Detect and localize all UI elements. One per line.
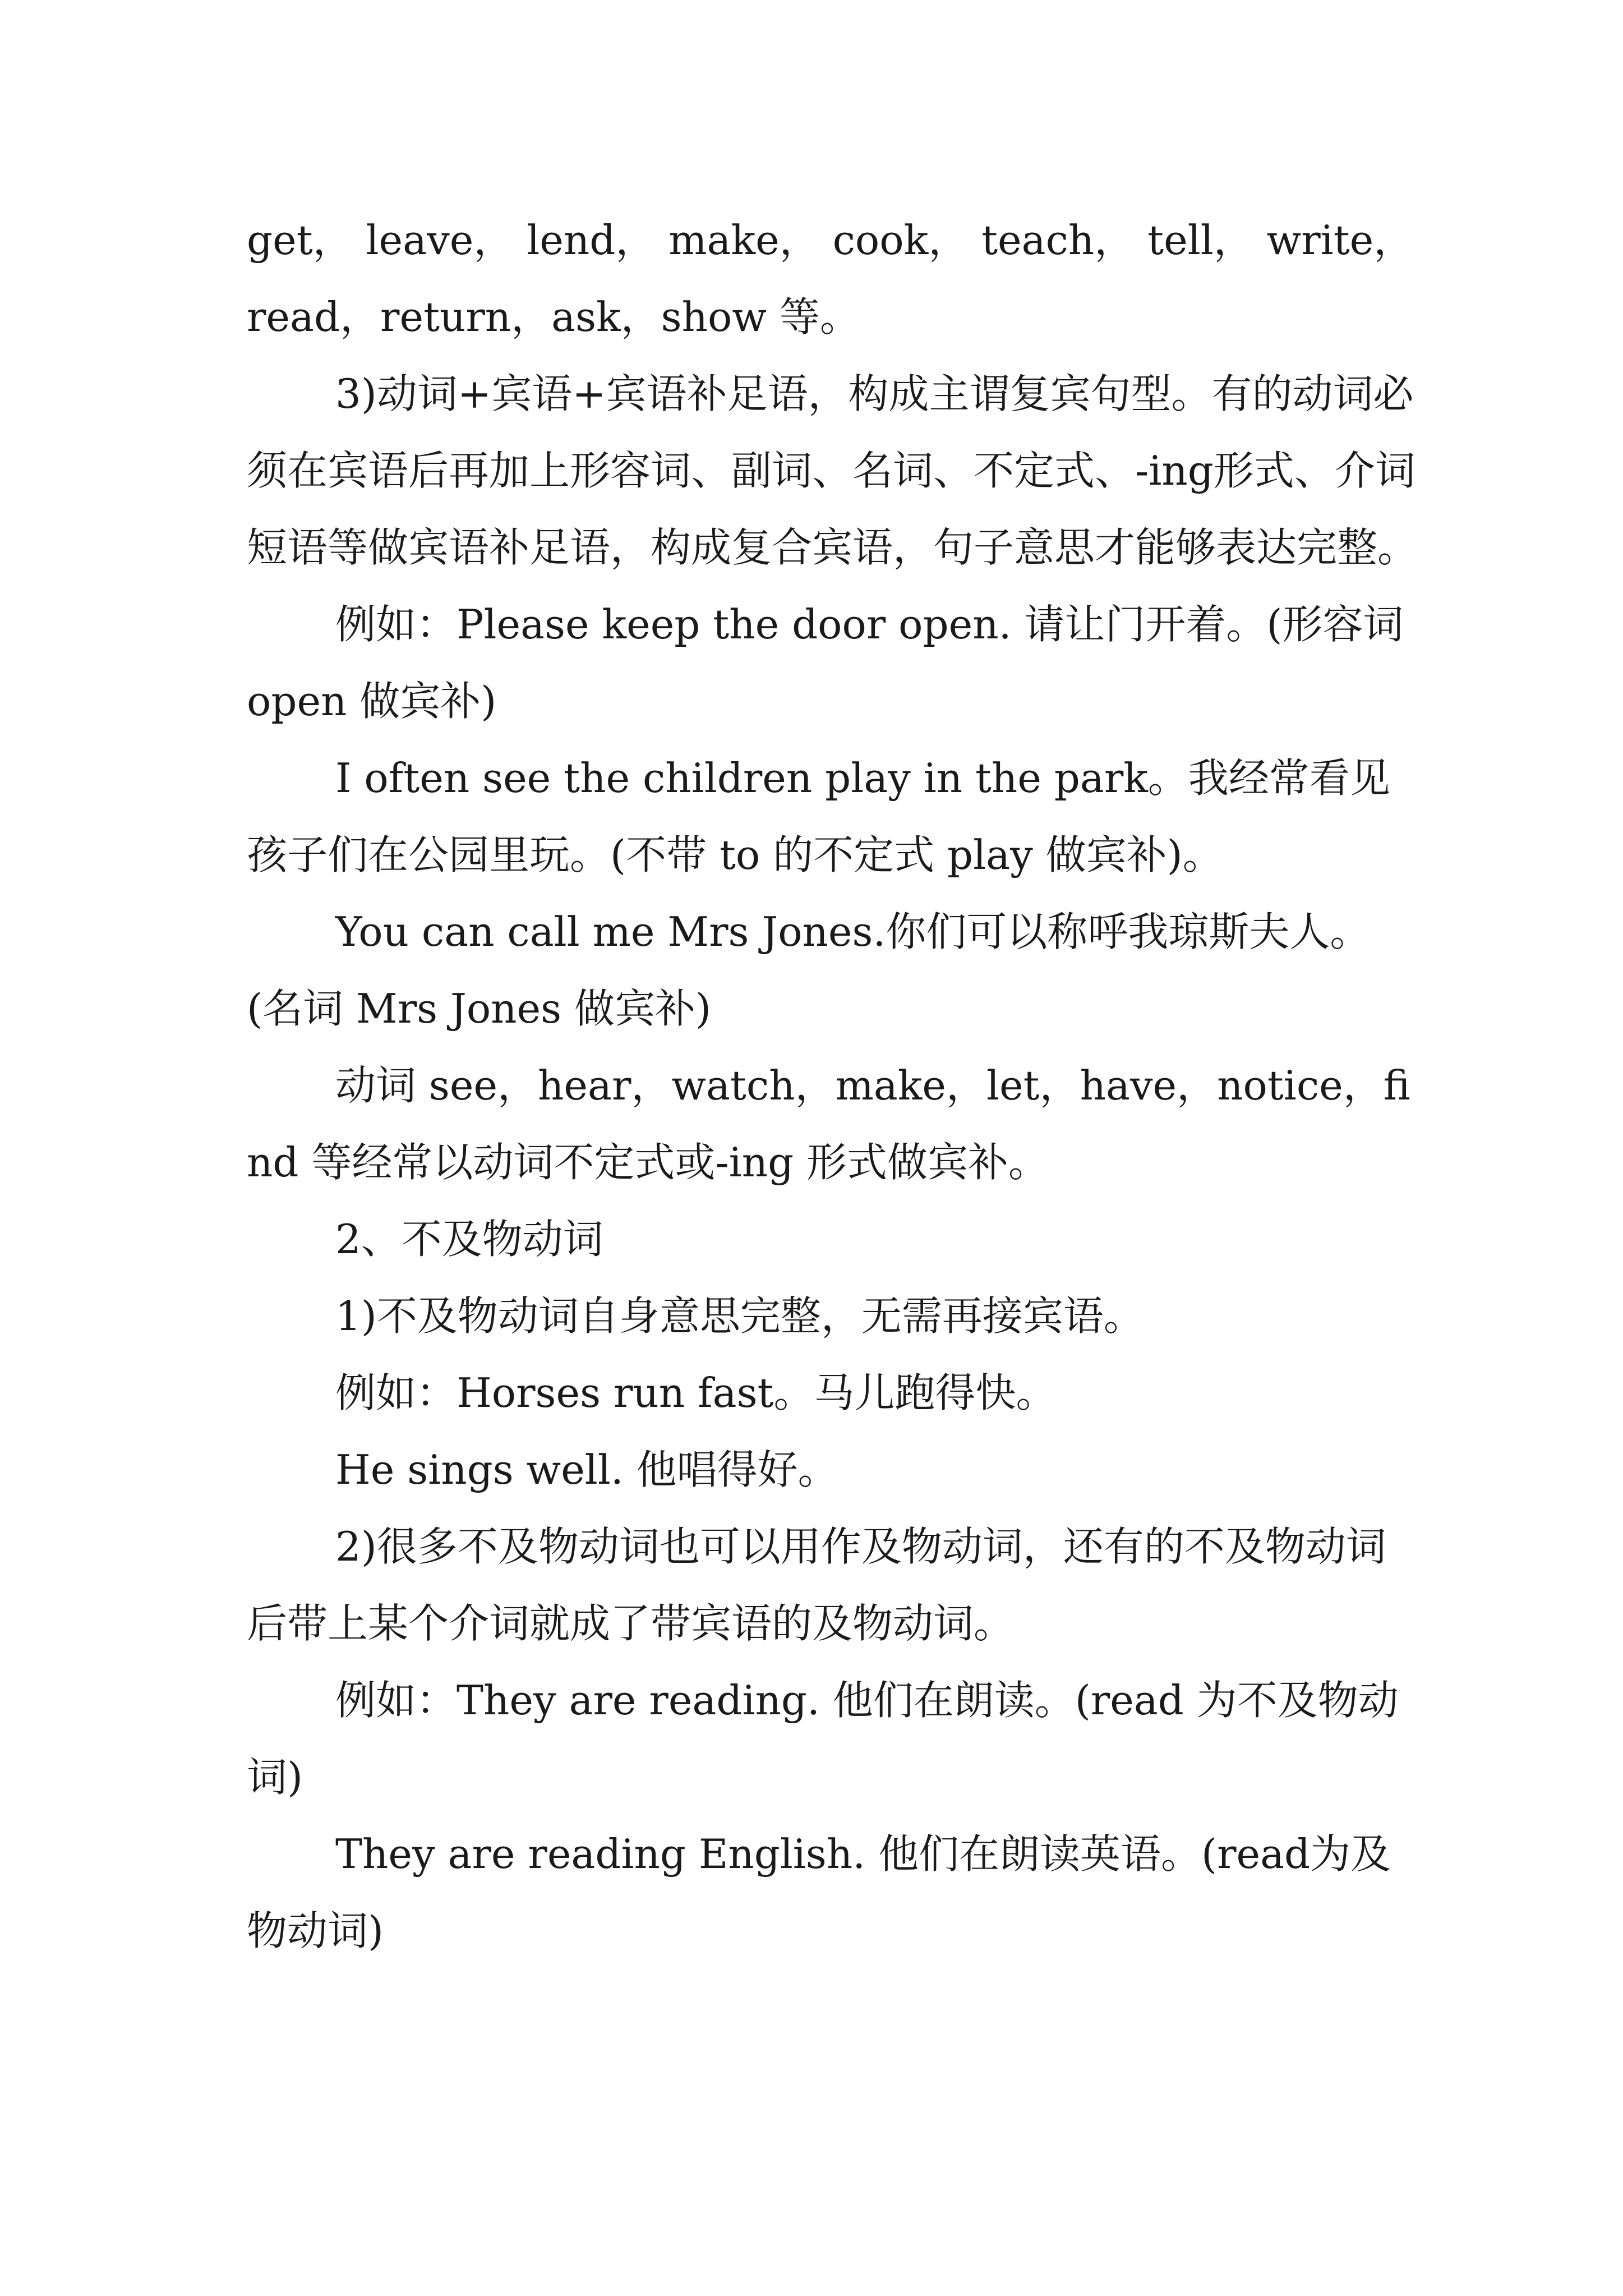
paragraph-example-horses-run: 例如：Horses run fast。马儿跑得快。 bbox=[335, 1369, 1057, 1416]
section-heading-intransitive-verbs: 2、不及物动词 bbox=[335, 1216, 603, 1263]
paragraph-intransitive-rule-1: 1)不及物动词自身意思完整，无需再接宾语。 bbox=[335, 1292, 1144, 1340]
paragraph-example-they-are-reading: 例如：They are reading. 他们在朗读。(read 为不及物动词) bbox=[247, 1677, 1399, 1801]
paragraph-example-he-sings: He sings well. 他唱得好。 bbox=[335, 1446, 838, 1493]
paragraph-perception-verbs: 动词 see，hear，watch，make，let，have，notice，find 等经常以动词不定式或-ing 形式做宾补。 bbox=[247, 1062, 1410, 1186]
document-body bbox=[247, 202, 1424, 1970]
paragraph-complex-object-rule: 3)动词+宾语+宾语补足语，构成主谓复宾句型。有的动词必须在宾语后再加上形容词、副词、名词、不定式、-ing形式、介词短语等做宾语补足语，构成复合宾语，句子意思才能够表达完整。 bbox=[247, 370, 1418, 571]
paragraph-example-reading-english: They are reading English. 他们在朗读英语。(read为及物动词) bbox=[247, 1830, 1391, 1954]
paragraph-verb-list: get， leave， lend， make， cook， teach， tell， write， read，return，ask，show 等。 bbox=[247, 217, 1414, 341]
paragraph-example-keep-door-open: 例如：Please keep the door open. 请让门开着。(形容词 open 做宾补) bbox=[247, 601, 1404, 725]
paragraph-intransitive-rule-2: 2)很多不及物动词也可以用作及物动词，还有的不及物动词后带上某个介词就成了带宾语的及物动词。 bbox=[247, 1523, 1386, 1647]
paragraph-example-mrs-jones: You can call me Mrs Jones.你们可以称呼我琼斯夫人。(名词 Mrs Jones 做宾补) bbox=[247, 908, 1371, 1032]
paragraph-example-children-play: I often see the children play in the park。我经常看见孩子们在公园里玩。(不带 to 的不定式 play 做宾补)。 bbox=[247, 754, 1390, 878]
